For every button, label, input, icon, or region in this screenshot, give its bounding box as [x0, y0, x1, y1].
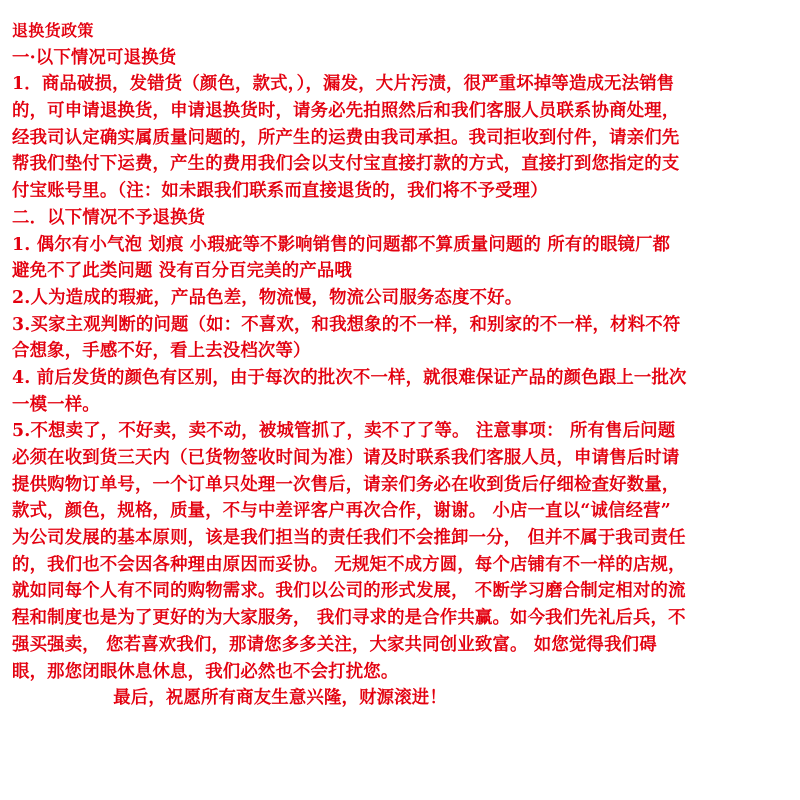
text-line: 4. 前后发货的颜色有区别，由于每次的批次不一样，就很难保证产品的颜色跟上一批次 — [12, 367, 687, 388]
text-line: 1．商品破损，发错货（颜色，款式，），漏发，大片污渍，很严重坏掉等造成无法销售 — [12, 74, 675, 95]
closing-line: 最后，祝愿所有商友生意兴隆，财源滚进！ — [113, 688, 447, 709]
text-line: 就如同每个人有不同的购物需求。我们以公司的形式发展， 不断学习磨合制定相对的流 — [12, 581, 686, 602]
document-title: 退换货政策 — [12, 21, 94, 40]
text-line: 3.买家主观判断的问题（如：不喜欢，和我想象的不一样，和别家的不一样，材料不符 — [12, 314, 681, 335]
text-line: 2.人为造成的瑕疵，产品色差，物流慢，物流公司服务态度不好。 — [12, 287, 523, 308]
text-line: 经我司认定确实属质量问题的，所产生的运费由我司承担。我司拒收到付件，请亲们先 — [12, 127, 680, 148]
text-line: 避免不了此类问题 没有百分百完美的产品哦 — [12, 261, 352, 282]
text-line: 提供购物订单号，一个订单只处理一次售后，请亲们务必在收到货后仔细检查好数量， — [12, 474, 680, 495]
text-line: 一模一样。 — [12, 394, 100, 415]
text-line: 付宝账号里。（注：如未跟我们联系而直接退货的，我们将不予受理） — [12, 181, 548, 202]
text-line: 二．以下情况不予退换货 — [12, 207, 206, 228]
text-line: 一·以下情况可退换货 — [12, 47, 177, 68]
text-line: 1. 偶尔有小气泡 划痕 小瑕疵等不影响销售的问题都不算质量问题的 所有的眼镜厂都 — [12, 234, 671, 255]
text-line: 必须在收到货三天内（已货物签收时间为准）请及时联系我们客服人员，申请售后时请 — [12, 448, 680, 468]
text-line: 款式，颜色，规格，质量，不与中差评客户再次合作，谢谢。 小店一直以“诚信经营” — [12, 501, 671, 522]
text-line: 帮我们垫付下运费，产生的费用我们会以支付宝直接打款的方式，直接打到您指定的支 — [12, 154, 680, 175]
text-line: 为公司发展的基本原则，该是我们担当的责任我们不会推卸一分， 但并不属于我司责任 — [12, 528, 686, 549]
text-line: 的，可申请退换货，申请退换货时，请务必先拍照然后和我们客服人员联系协商处理， — [12, 101, 680, 122]
text-line: 5.不想卖了，不好卖，卖不动，被城管抓了，卖不了了等。 注意事项： 所有售后问题 — [12, 421, 676, 442]
text-line: 合想象，手感不好，看上去没档次等） — [12, 341, 311, 362]
policy-document — [12, 18, 792, 712]
text-line: 眼，那您闭眼休息休息，我们必然也不会打扰您。 — [12, 661, 399, 682]
text-line: 强买强卖， 您若喜欢我们，那请您多多关注，大家共同创业致富。 如您觉得我们碍 — [12, 634, 657, 655]
text-line: 程和制度也是为了更好的为大家服务， 我们寻求的是合作共赢。如今我们先礼后兵，不 — [12, 608, 686, 629]
text-line: 的，我们也不会因各种理由原因而妥协。 无规矩不成方圆，每个店铺有不一样的店规， — [12, 554, 686, 575]
